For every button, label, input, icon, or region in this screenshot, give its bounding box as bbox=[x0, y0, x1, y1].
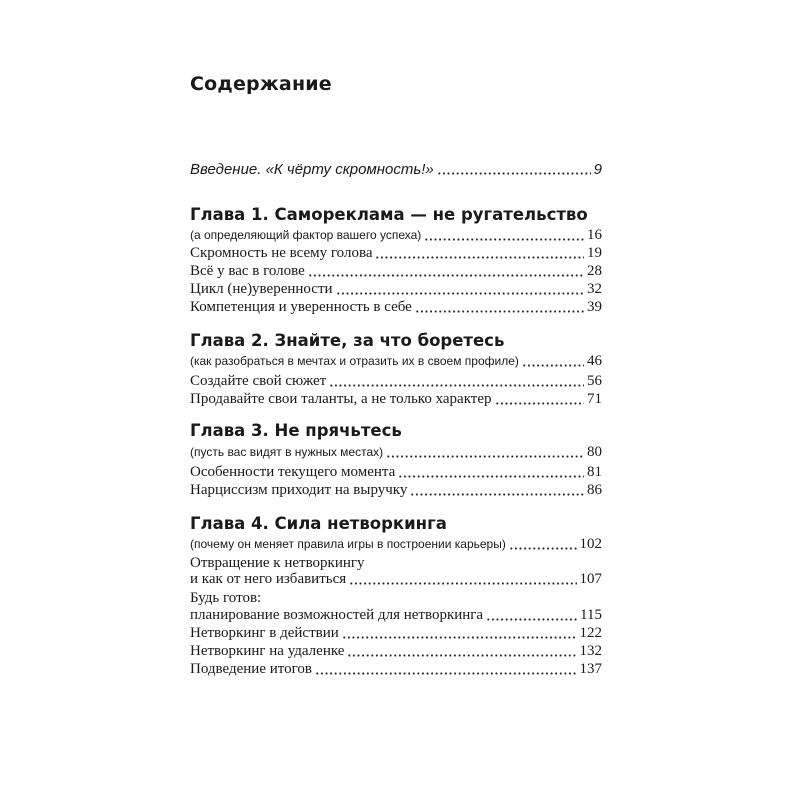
toc-title: Содержание bbox=[190, 73, 332, 95]
entry-page: 107 bbox=[579, 571, 602, 587]
dot-leader bbox=[415, 310, 584, 313]
entry-page: 71 bbox=[587, 391, 602, 407]
dot-leader bbox=[342, 636, 577, 639]
entry-page: 16 bbox=[587, 227, 602, 243]
dot-leader bbox=[398, 475, 584, 478]
entry-label: и как от него избавиться bbox=[190, 571, 347, 587]
toc-entry[interactable] bbox=[190, 245, 602, 262]
chapter-2-title[interactable]: Глава 2. Знайте, за что боретесь bbox=[190, 331, 505, 350]
toc-entry[interactable] bbox=[190, 607, 602, 624]
dot-leader bbox=[509, 547, 577, 550]
entry-label: Нетворкинг на удаленке bbox=[190, 643, 345, 659]
dot-leader bbox=[495, 402, 585, 405]
entry-label: (как разобраться в мечтах и отразить их в своем профиле) bbox=[190, 354, 519, 368]
entry-label: Нарциссизм приходит на выручку bbox=[190, 482, 408, 498]
entry-page: 39 bbox=[587, 299, 602, 315]
entry-page: 115 bbox=[580, 607, 602, 623]
entry-page: 56 bbox=[587, 373, 602, 389]
entry-page: 86 bbox=[587, 482, 602, 498]
chapter-2-subtitle[interactable] bbox=[190, 353, 602, 370]
dot-leader bbox=[375, 256, 584, 259]
entry-label: Нетворкинг в действии bbox=[190, 625, 339, 641]
entry-page: 46 bbox=[587, 353, 602, 369]
entry-page: 19 bbox=[587, 245, 602, 261]
entry-page: 81 bbox=[587, 464, 602, 480]
entry-label: Продавайте свои таланты, а не только характер bbox=[190, 391, 492, 407]
entry-label: Скромность не всему голова bbox=[190, 245, 373, 261]
dot-leader bbox=[486, 618, 577, 621]
toc-entry[interactable] bbox=[190, 571, 602, 588]
entry-label: планирование возможностей для нетворкинга bbox=[190, 607, 484, 623]
entry-label: (пусть вас видят в нужных местах) bbox=[190, 445, 384, 459]
entry-page: 32 bbox=[587, 281, 602, 297]
chapter-1-title[interactable]: Глава 1. Самореклама — не ругательство bbox=[190, 205, 588, 224]
dot-leader bbox=[349, 582, 576, 585]
dot-leader bbox=[308, 274, 584, 277]
dot-leader bbox=[347, 654, 576, 657]
dot-leader bbox=[437, 172, 591, 175]
toc-entry[interactable] bbox=[190, 391, 602, 408]
entry-label-line1: Отвращение к нетворкингу bbox=[190, 555, 365, 571]
dot-leader bbox=[424, 238, 584, 241]
dot-leader bbox=[336, 292, 584, 295]
entry-label: Введение. «К чёрту скромность!» bbox=[190, 161, 434, 178]
entry-label: (а определяющий фактор вашего успеха) bbox=[190, 228, 422, 242]
toc-entry[interactable] bbox=[190, 263, 602, 280]
toc-entry-intro[interactable] bbox=[190, 161, 602, 178]
entry-label: Цикл (не)уверенности bbox=[190, 281, 333, 297]
chapter-3-subtitle[interactable] bbox=[190, 444, 602, 461]
entry-page: 28 bbox=[587, 263, 602, 279]
chapter-4-title[interactable]: Глава 4. Сила нетворкинга bbox=[190, 514, 447, 533]
entry-label: Компетенция и уверенность в себе bbox=[190, 299, 412, 315]
toc-entry[interactable] bbox=[190, 625, 602, 642]
entry-page: 80 bbox=[587, 444, 602, 460]
chapter-3-title[interactable]: Глава 3. Не прячьтесь bbox=[190, 421, 402, 440]
dot-leader bbox=[329, 384, 584, 387]
entry-label: Особенности текущего момента bbox=[190, 464, 396, 480]
chapter-1-subtitle[interactable] bbox=[190, 227, 602, 244]
chapter-4-subtitle[interactable] bbox=[190, 536, 602, 553]
dot-leader bbox=[386, 455, 584, 458]
dot-leader bbox=[315, 672, 577, 675]
entry-page: 137 bbox=[579, 661, 602, 677]
toc-entry[interactable] bbox=[190, 464, 602, 481]
entry-page: 132 bbox=[579, 643, 602, 659]
dot-leader bbox=[410, 493, 584, 496]
entry-label: Создайте свой сюжет bbox=[190, 373, 327, 389]
entry-label: (почему он меняет правила игры в построении карьеры) bbox=[190, 537, 506, 551]
toc-entry[interactable] bbox=[190, 643, 602, 660]
entry-page: 9 bbox=[593, 161, 602, 178]
entry-label-line1: Будь готов: bbox=[190, 590, 262, 606]
entry-page: 122 bbox=[579, 625, 602, 641]
dot-leader bbox=[522, 364, 584, 367]
toc-entry[interactable] bbox=[190, 661, 602, 678]
toc-entry[interactable] bbox=[190, 482, 602, 499]
toc-entry[interactable] bbox=[190, 299, 602, 316]
entry-label: Всё у вас в голове bbox=[190, 263, 305, 279]
toc-entry[interactable] bbox=[190, 281, 602, 298]
entry-page: 102 bbox=[579, 536, 602, 552]
entry-label: Подведение итогов bbox=[190, 661, 312, 677]
toc-entry[interactable] bbox=[190, 373, 602, 390]
